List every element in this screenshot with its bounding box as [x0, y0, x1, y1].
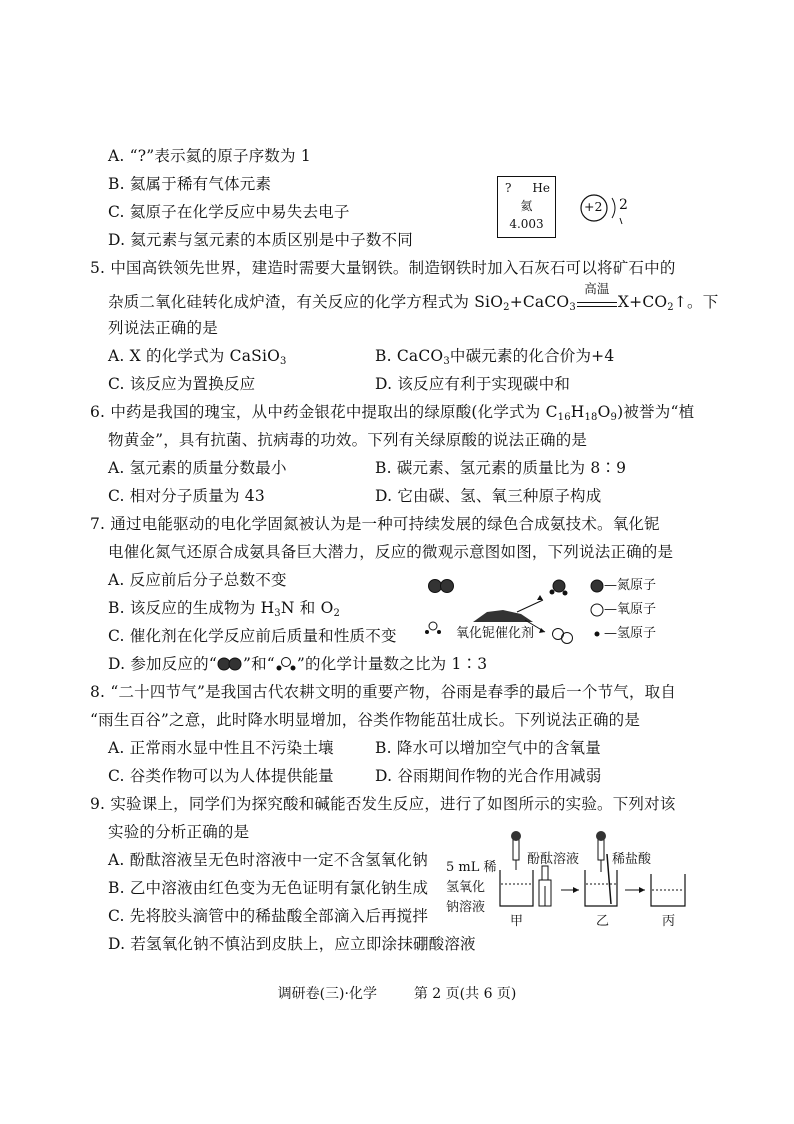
naoh-label-1: 5 mL 稀: [446, 860, 497, 875]
q5-option-c: C. 该反应为置换反应: [108, 375, 256, 393]
q6-stem-2: 物黄金”，具有抗菌、抗病毒的功效。下列有关绿原酸的说法正确的是: [108, 431, 588, 449]
catalyst-label: 氧化铌催化剂: [456, 626, 535, 641]
element-name: 氦: [520, 199, 533, 213]
naoh-label-2: 氢氧化: [446, 880, 486, 895]
beaker-bing-label: 丙: [662, 914, 676, 929]
beaker-yi-label: 乙: [596, 914, 610, 929]
q6-option-d: D. 它由碳、氢、氧三种原子构成: [375, 487, 602, 505]
q5-option-a: A. X 的化学式为 CaSiO$_3$: [108, 347, 287, 367]
reaction-condition: 高温: [577, 293, 617, 307]
atomic-number-unknown: ?: [505, 181, 512, 195]
q4-option-d: D. 氦元素与氢元素的本质区别是中子数不同: [108, 231, 413, 249]
nucleus-charge: +2: [584, 199, 603, 214]
periodic-table-card: [497, 176, 556, 238]
q6-stem-1: 6. 中药是我国的瑰宝，从中药金银花中提取出的绿原酸(化学式为 $C_{16}H_{18}O_9$)被誉为“植: [90, 403, 695, 423]
q7-option-d: D. 参加反应的“ ”和“ ”的化学计量数之比为 1∶3: [108, 655, 488, 673]
beaker-jia-label: 甲: [510, 914, 524, 929]
q6-option-a: A. 氢元素的质量分数最小: [108, 459, 287, 477]
page-footer: [0, 983, 794, 1003]
q8-stem-2: “雨生百谷”之意，此时降水明显增加，谷类作物能茁壮成长。下列说法正确的是: [90, 711, 641, 729]
legend-hydrogen: —氢原子: [604, 626, 657, 641]
q5-option-b: B. CaCO$_3$中碳元素的化合价为+4: [375, 347, 615, 367]
footer-page-number: 第 2 页(共 6 页): [413, 986, 517, 1002]
q9-stem-1: 9. 实验课上，同学们为探究酸和碱能否发生反应，进行了如图所示的实验。下列对该: [90, 795, 676, 813]
legend-oxygen: —氧原子: [604, 602, 657, 617]
n2-molecule-icon: [217, 657, 243, 671]
legend-nitrogen: —氮原子: [604, 578, 657, 593]
q8-option-a: A. 正常雨水显中性且不污染土壤: [108, 739, 334, 757]
experiment-diagram: [495, 830, 735, 910]
q4-option-b: B. 氦属于稀有气体元素: [108, 175, 272, 193]
q4-option-c: C. 氦原子在化学反应中易失去电子: [108, 203, 350, 221]
atomic-mass: 4.003: [509, 217, 544, 231]
q6-option-c: C. 相对分子质量为 43: [108, 487, 265, 505]
q6-option-b: B. 碳元素、氢元素的质量比为 8∶9: [375, 459, 627, 477]
q7-option-b: B. 该反应的生成物为 $H_3N$ 和 $O_2$: [108, 599, 341, 619]
q7-option-c: C. 催化剂在化学反应前后质量和性质不变: [108, 627, 397, 645]
q5-stem-1: 5. 中国高铁领先世界，建造时需要大量钢铁。制造钢铁时加入石灰石可以将矿石中的: [90, 259, 676, 277]
q7-option-a: A. 反应前后分子总数不变: [108, 571, 287, 589]
q7-stem-2: 电催化氮气还原合成氨具备巨大潜力，反应的微观示意图如图，下列说法正确的是: [108, 543, 674, 561]
q8-option-d: D. 谷雨期间作物的光合作用减弱: [375, 767, 602, 785]
hcl-label: 稀盐酸: [612, 852, 652, 867]
q8-stem-1: 8. “二十四节气”是我国古代农耕文明的重要产物，谷雨是春季的最后一个节气，取自: [90, 683, 677, 701]
footer-title: 调研卷(三)·化学: [277, 986, 377, 1002]
q9-option-d: D. 若氢氧化钠不慎沾到皮肤上，应立即涂抹硼酸溶液: [108, 935, 476, 953]
h2o-molecule-icon: [275, 657, 297, 671]
naoh-label-3: 钠溶液: [446, 900, 486, 915]
q7-stem-1: 7. 通过电能驱动的电化学固氮被认为是一种可持续发展的绿色合成氨技术。氧化铌: [90, 515, 660, 533]
q5-stem-3: 列说法正确的是: [108, 319, 218, 337]
q9-option-b: B. 乙中溶液由红色变为无色证明有氯化钠生成: [108, 879, 429, 897]
q8-option-c: C. 谷类作物可以为人体提供能量: [108, 767, 334, 785]
phenolphthalein-label: 酚酞溶液: [527, 852, 580, 867]
q8-option-b: B. 降水可以增加空气中的含氧量: [375, 739, 601, 757]
q9-stem-2: 实验的分析正确的是: [108, 823, 250, 841]
q5-option-d: D. 该反应有利于实现碳中和: [375, 375, 571, 393]
electron-count: 2: [619, 197, 628, 213]
helium-atom-structure: [578, 194, 708, 234]
q5-stem-2: 杂质二氧化硅转化成炉渣，有关反应的化学方程式为 SiO$_2$+CaCO$_3$ 高温 $X+CO_2↑$。下: [108, 281, 719, 313]
q9-option-c: C. 先将胶头滴管中的稀盐酸全部滴入后再搅拌: [108, 907, 429, 925]
q4-option-a: A. “?”表示氦的原子序数为 1: [108, 147, 311, 165]
element-symbol: He: [532, 181, 550, 195]
q9-option-a: A. 酚酞溶液呈无色时溶液中一定不含氢氧化钠: [108, 851, 428, 869]
